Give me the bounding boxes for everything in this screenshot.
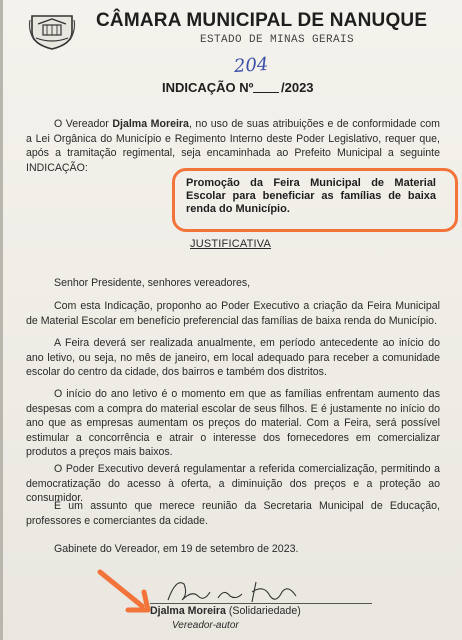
municipal-crest-icon: [28, 10, 76, 50]
indication-number-blank: [253, 92, 279, 93]
justification-heading: JUSTIFICATIVA: [190, 238, 272, 250]
paragraph-meeting: É um assunto que merece reunião da Secretaria Municipal de Educação, professores e comerciantes da cidade.: [26, 500, 440, 527]
signature-role: Vereador-autor: [172, 620, 239, 631]
annotation-arrow-icon: [96, 566, 156, 616]
paragraph-reason: O início do ano letivo é o momento em que as famílias enfrentam aumento das despesas com a compra do material escolar de seus filhos. E é justamente no início do ano que as empresas aumentam os preços do material. Com a Feira, será possível estimular a concorrência e atrair o interesse dos fornecedores em comercializar produtos a preços mais baixos.: [26, 388, 440, 459]
paragraph-proposal: Com esta Indicação, proponho ao Poder Executivo a criação da Feira Municipal de Material Escolar em benefício preferencial das famílias de baixa renda do Município.: [26, 300, 440, 327]
intro-paragraph: O Vereador Djalma Moreira, no uso de suas atribuições e de conformidade com a Lei Orgânica do Município e Regimento Interno deste Poder Legislativo, requer que, após a tramitação regimental, seja encaminhada ao Prefeito Municipal a seguinte INDICAÇÃO:: [26, 118, 441, 174]
signature-name: Djalma Moreira (Solidariedade): [150, 605, 301, 617]
handwritten-signature: [148, 570, 308, 610]
indication-year: /2023: [281, 80, 314, 95]
handwritten-number: 204: [233, 53, 270, 78]
page-title: CÂMARA MUNICIPAL DE NANUQUE: [96, 10, 428, 31]
paragraph-regulation: O Poder Executivo deverá regulamentar a referida comercialização, permitindo a democratização do acesso à oferta, a diminuição dos preços e a proteção ao consumidor.: [26, 463, 440, 505]
paragraph-schedule: A Feira deverá ser realizada anualmente, em período antecedente ao início do ano letivo, ou seja, no mês de janeiro, em local adequado para receber a comunidade escolar do centro da cidade, dos bairros e também dos distritos.: [26, 337, 440, 379]
indication-label: INDICAÇÃO Nº: [162, 80, 254, 95]
salutation: Senhor Presidente, senhores vereadores,: [54, 277, 251, 289]
indication-subject: Promoção da Feira Municipal de Material Escolar para beneficiar as famílias de baixa renda do Município.: [186, 177, 436, 215]
scan-edge: [0, 0, 3, 640]
page-subtitle: ESTADO DE MINAS GERAIS: [200, 34, 355, 46]
signature-line: [150, 603, 372, 604]
closing-date: Gabinete do Vereador, em 19 de setembro de 2023.: [54, 543, 299, 555]
author-name: Djalma Moreira: [112, 118, 189, 130]
